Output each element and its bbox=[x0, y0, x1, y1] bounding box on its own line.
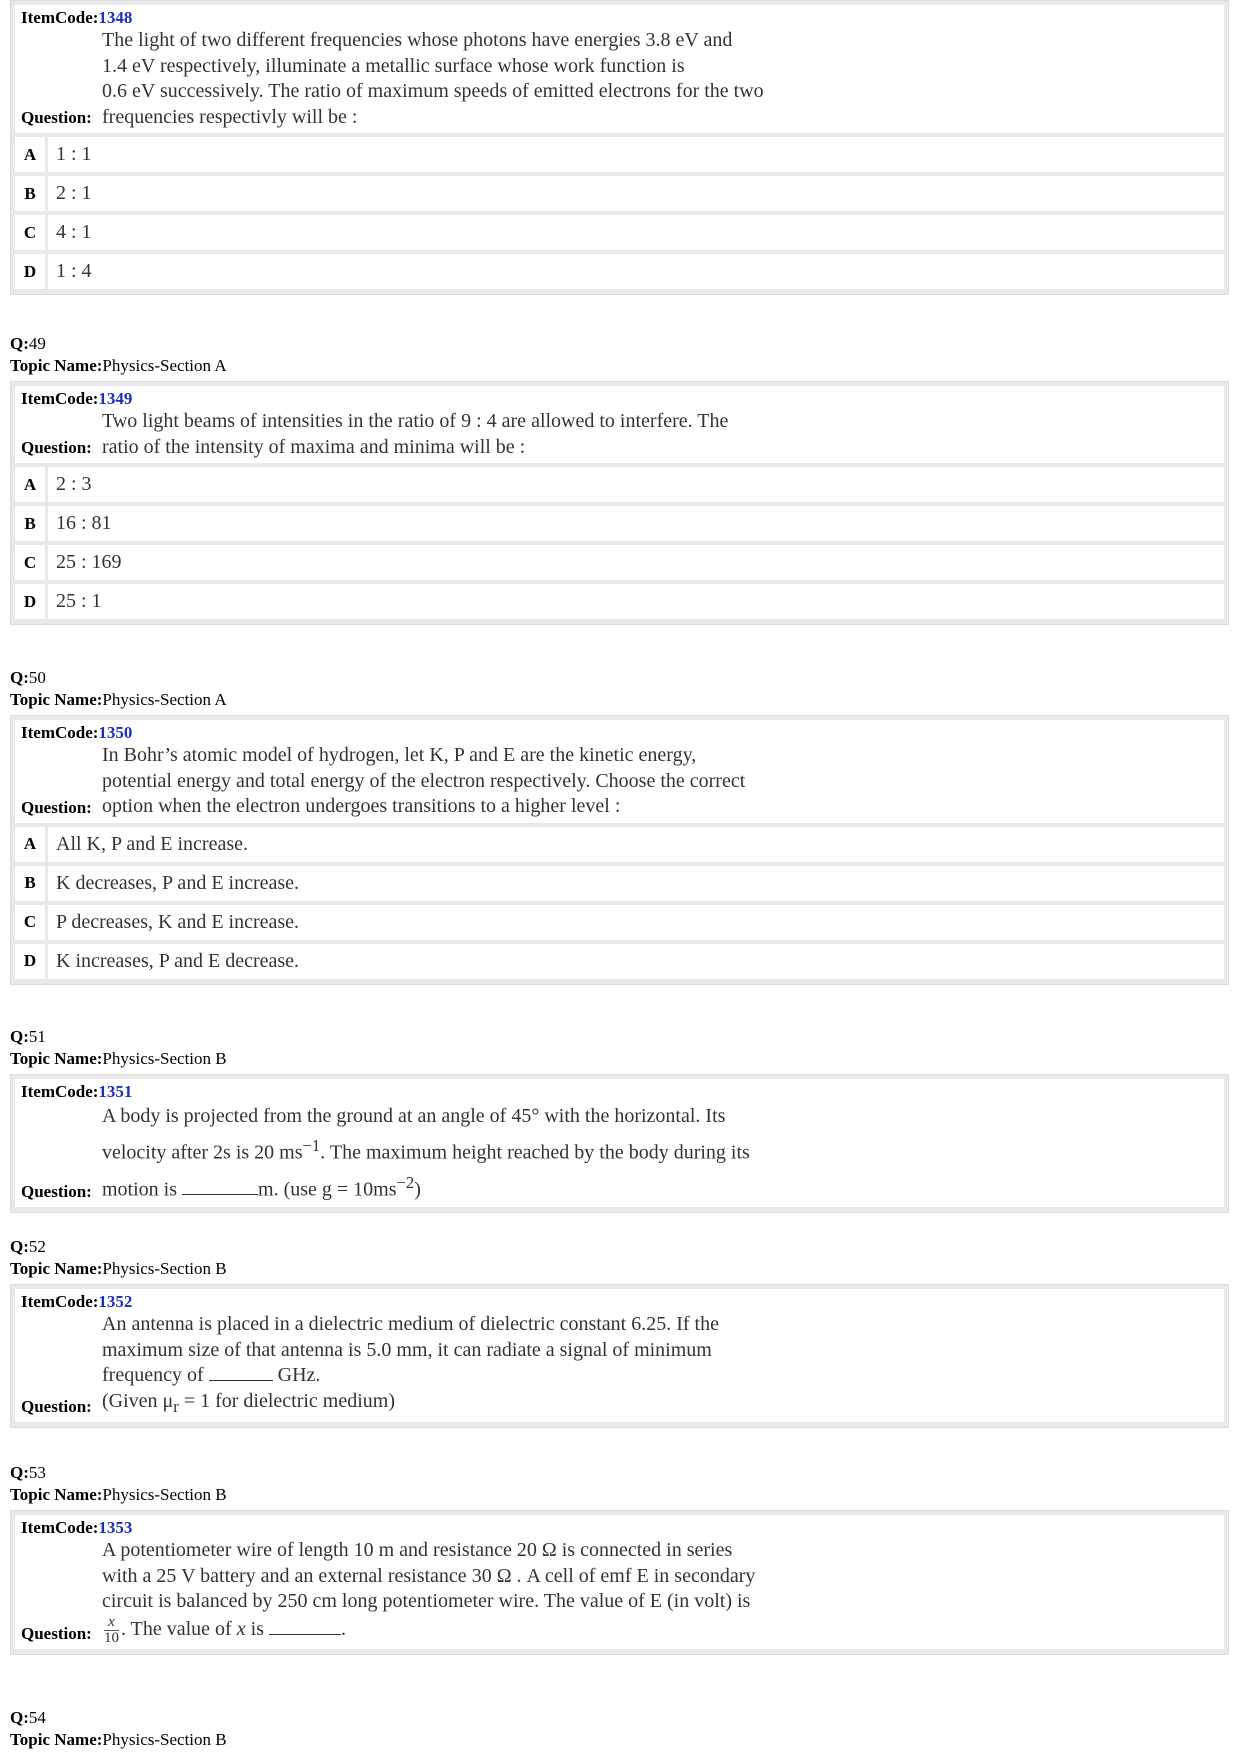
question-line bbox=[102, 1615, 842, 1646]
question-line: 0.6 eV successively. The ratio of maximum speeds of emitted electrons for the two bbox=[102, 80, 764, 102]
topic-name: Physics-Section B bbox=[102, 1730, 227, 1749]
question-box bbox=[15, 1289, 1224, 1422]
question-line bbox=[102, 1363, 842, 1389]
option-c[interactable] bbox=[15, 215, 1224, 250]
option-b[interactable] bbox=[15, 176, 1224, 211]
topic-name: Physics-Section B bbox=[102, 1049, 227, 1068]
option-letter: D bbox=[15, 584, 48, 619]
itemcode-label: ItemCode: bbox=[21, 1292, 99, 1311]
q-prefix: Q: bbox=[10, 1237, 29, 1256]
itemcode-label: ItemCode: bbox=[21, 723, 99, 742]
answer-blank[interactable] bbox=[269, 1620, 341, 1635]
text-run: GHz. bbox=[277, 1364, 321, 1386]
text-run: = 1 for dielectric medium) bbox=[178, 1389, 396, 1412]
superscript: −1 bbox=[302, 1136, 321, 1155]
option-text: 25 : 1 bbox=[56, 590, 102, 612]
topic-label: Topic Name: bbox=[10, 1730, 103, 1749]
question-line: A potentiometer wire of length 10 m and resistance 20 Ω is connected in series bbox=[102, 1539, 733, 1561]
question-label: Question: bbox=[21, 1397, 92, 1416]
itemcode-label: ItemCode: bbox=[21, 389, 99, 408]
question-card-1353 bbox=[10, 1510, 1229, 1655]
question-number: 50 bbox=[28, 668, 46, 687]
question-label: Question: bbox=[21, 797, 92, 817]
question-line: potential energy and total energy of the electron respectively. Choose the correct bbox=[102, 769, 746, 792]
text-run: . bbox=[340, 1617, 346, 1640]
question-card-1352 bbox=[10, 1284, 1229, 1428]
itemcode-value: 1351 bbox=[98, 1082, 133, 1101]
fraction bbox=[104, 1615, 119, 1646]
itemcode-value: 1353 bbox=[98, 1518, 133, 1537]
question-line: The light of two different frequencies whose photons have energies 3.8 eV and bbox=[102, 29, 733, 51]
question-box bbox=[15, 386, 1224, 463]
text-run: . The value of bbox=[121, 1617, 232, 1640]
option-letter: C bbox=[15, 545, 48, 580]
option-text: K decreases, P and E increase. bbox=[56, 871, 300, 894]
topic-label: Topic Name: bbox=[10, 356, 103, 375]
option-letter: B bbox=[15, 506, 48, 541]
question-line: circuit is balanced by 250 cm long potentiometer wire. The value of E (in volt) is bbox=[102, 1590, 751, 1612]
option-letter: B bbox=[15, 176, 48, 211]
topic-label: Topic Name: bbox=[10, 1259, 103, 1278]
subscript: r bbox=[173, 1396, 179, 1416]
option-letter: D bbox=[15, 254, 48, 289]
topic-label: Topic Name: bbox=[10, 690, 103, 709]
question-box bbox=[15, 720, 1224, 823]
q-prefix: Q: bbox=[10, 334, 29, 353]
option-a[interactable] bbox=[15, 827, 1224, 862]
topic-name: Physics-Section B bbox=[102, 1259, 227, 1278]
itemcode-value: 1352 bbox=[98, 1292, 133, 1311]
question-line: A body is projected from the ground at an angle of 45° with the horizontal. Its bbox=[102, 1105, 726, 1127]
variable: x bbox=[236, 1617, 246, 1640]
question-number: 51 bbox=[28, 1027, 46, 1046]
option-letter: C bbox=[15, 905, 48, 940]
question-text bbox=[102, 743, 842, 820]
question-label: Question: bbox=[21, 438, 92, 457]
q-prefix: Q: bbox=[10, 1708, 29, 1727]
text-run: velocity after 2s is 20 ms bbox=[102, 1141, 303, 1164]
superscript: −2 bbox=[396, 1172, 415, 1192]
itemcode-value: 1350 bbox=[98, 723, 133, 742]
itemcode-label: ItemCode: bbox=[21, 1082, 99, 1101]
question-box bbox=[15, 5, 1224, 133]
question-text bbox=[102, 1102, 842, 1204]
question-number: 52 bbox=[28, 1237, 46, 1256]
question-line: frequencies respectivly will be : bbox=[102, 105, 358, 128]
question-line bbox=[102, 1168, 842, 1205]
question-text bbox=[102, 1538, 842, 1646]
question-box bbox=[15, 1079, 1224, 1207]
answer-blank[interactable] bbox=[209, 1366, 273, 1381]
question-label: Question: bbox=[21, 1623, 92, 1643]
text-run: frequency of bbox=[102, 1364, 204, 1386]
question-header-54 bbox=[10, 1707, 227, 1751]
question-card-1349 bbox=[10, 381, 1229, 625]
text-run: . The maximum height reached by the body during its bbox=[320, 1141, 750, 1164]
topic-label: Topic Name: bbox=[10, 1049, 103, 1068]
option-text: 4 : 1 bbox=[56, 221, 92, 243]
question-label: Question: bbox=[21, 1182, 92, 1202]
q-prefix: Q: bbox=[10, 668, 29, 687]
question-line: An antenna is placed in a dielectric medium of dielectric constant 6.25. If the bbox=[102, 1313, 719, 1335]
question-text bbox=[102, 1312, 842, 1419]
itemcode-label: ItemCode: bbox=[21, 1518, 99, 1537]
option-text: 25 : 169 bbox=[56, 551, 122, 573]
topic-name: Physics-Section A bbox=[102, 690, 227, 709]
itemcode-value: 1349 bbox=[98, 389, 133, 408]
question-header-50 bbox=[10, 667, 227, 711]
text-run: motion is bbox=[102, 1178, 178, 1201]
question-line: with a 25 V battery and an external resistance 30 Ω . A cell of emf E in secondary bbox=[102, 1564, 756, 1587]
itemcode-line bbox=[21, 8, 1224, 28]
text-run: m. (use g = 10ms bbox=[258, 1178, 397, 1201]
option-letter: A bbox=[15, 827, 48, 862]
itemcode-label: ItemCode: bbox=[21, 8, 99, 27]
question-line: ratio of the intensity of maxima and minima will be : bbox=[102, 435, 526, 458]
option-text: K increases, P and E decrease. bbox=[56, 949, 300, 972]
option-text: 16 : 81 bbox=[56, 512, 112, 534]
option-letter: A bbox=[15, 137, 48, 172]
text-run: ) bbox=[414, 1178, 421, 1201]
q-prefix: Q: bbox=[10, 1463, 29, 1482]
topic-name: Physics-Section A bbox=[102, 356, 227, 375]
option-text: P decreases, K and E increase. bbox=[56, 910, 300, 933]
question-card-1348 bbox=[10, 0, 1229, 295]
question-text bbox=[102, 409, 842, 460]
option-text: 1 : 1 bbox=[56, 143, 92, 165]
question-card-1350 bbox=[10, 715, 1229, 985]
itemcode-line bbox=[21, 1082, 1224, 1102]
question-line bbox=[102, 1389, 842, 1420]
option-c[interactable] bbox=[15, 545, 1224, 580]
question-number: 54 bbox=[28, 1708, 46, 1727]
option-text: 2 : 3 bbox=[56, 473, 92, 495]
question-label: Question: bbox=[21, 108, 92, 127]
option-a[interactable] bbox=[15, 137, 1224, 172]
itemcode-line bbox=[21, 389, 1224, 409]
option-letter: A bbox=[15, 467, 48, 502]
answer-blank[interactable] bbox=[182, 1180, 258, 1195]
option-d[interactable] bbox=[15, 254, 1224, 289]
option-a[interactable] bbox=[15, 467, 1224, 502]
topic-name: Physics-Section B bbox=[102, 1485, 227, 1504]
question-header-51 bbox=[10, 1026, 227, 1070]
question-header-53 bbox=[10, 1462, 227, 1506]
option-d[interactable] bbox=[15, 584, 1224, 619]
itemcode-value: 1348 bbox=[98, 8, 133, 27]
option-d[interactable] bbox=[15, 944, 1224, 979]
option-c[interactable] bbox=[15, 905, 1224, 940]
fraction-numerator: x bbox=[104, 1615, 119, 1631]
option-letter: B bbox=[15, 866, 48, 901]
itemcode-line bbox=[21, 723, 1224, 743]
question-card-1351 bbox=[10, 1074, 1229, 1213]
text-run: is bbox=[250, 1617, 264, 1640]
question-line: 1.4 eV respectively, illuminate a metallic surface whose work function is bbox=[102, 54, 685, 77]
topic-label: Topic Name: bbox=[10, 1485, 103, 1504]
option-letter: C bbox=[15, 215, 48, 250]
option-letter: D bbox=[15, 944, 48, 979]
question-line: Two light beams of intensities in the ratio of 9 : 4 are allowed to interfere. The bbox=[102, 410, 729, 432]
option-text: 1 : 4 bbox=[56, 260, 92, 282]
question-line: In Bohr’s atomic model of hydrogen, let K, P and E are the kinetic energy, bbox=[102, 744, 697, 766]
option-text: 2 : 1 bbox=[56, 182, 92, 204]
question-text bbox=[102, 28, 842, 130]
question-line: maximum size of that antenna is 5.0 mm, it can radiate a signal of minimum bbox=[102, 1338, 712, 1361]
question-line: option when the electron undergoes transitions to a higher level : bbox=[102, 795, 621, 817]
option-b[interactable] bbox=[15, 866, 1224, 901]
question-number: 53 bbox=[28, 1463, 46, 1482]
q-prefix: Q: bbox=[10, 1027, 29, 1046]
fraction-denominator: 10 bbox=[104, 1629, 119, 1646]
text-run: (Given μ bbox=[102, 1389, 174, 1412]
itemcode-line bbox=[21, 1518, 1224, 1538]
question-header-52 bbox=[10, 1236, 227, 1280]
itemcode-line bbox=[21, 1292, 1224, 1312]
question-box bbox=[15, 1515, 1224, 1649]
question-header-49 bbox=[10, 333, 227, 377]
option-text: All K, P and E increase. bbox=[56, 832, 248, 855]
option-b[interactable] bbox=[15, 506, 1224, 541]
question-line bbox=[102, 1131, 842, 1168]
question-number: 49 bbox=[28, 334, 46, 353]
